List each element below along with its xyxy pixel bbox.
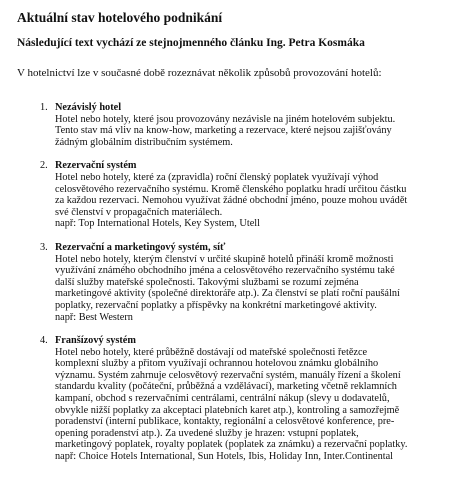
intro-paragraph: V hotelnictví lze v současné době rozeznávat několik způsobů provozování hotelů: bbox=[17, 67, 382, 79]
hotel-operation-types-list bbox=[0, 102, 473, 475]
list-item-line: Tento stav má vliv na know-how, marketing a rezervace, které nejsou zajišťovány bbox=[55, 125, 392, 137]
list-item-line: komplexní služby a přitom využívají ochrannou hotelovou známku globálního bbox=[55, 358, 379, 370]
list-item-line: za každou rezervaci. Nemohou využívat žádné obchodní jméno, pouze mohou uvádět bbox=[55, 195, 408, 207]
list-item-line: standardu kvality (počáteční, průběžná a vzdělávací), marketing včetně reklamních bbox=[55, 381, 397, 393]
list-item bbox=[0, 242, 473, 323]
document-title: Aktuální stav hotelového podnikání bbox=[17, 10, 223, 25]
list-item-number: 4. bbox=[40, 335, 48, 347]
list-item-line: např: Choice Hotels International, Sun Hotels, Ibis, Holiday Inn, Inter.Continental bbox=[55, 451, 394, 463]
list-item-line: opening poradenství atp.). Za uvedené služby je hrazen: vstupní poplatek, bbox=[55, 427, 359, 439]
list-item-line: např: Best Western bbox=[55, 311, 133, 323]
list-item-line: další služby mateřské společnosti. Takovými službami se rozumí zejména bbox=[55, 276, 359, 288]
list-item-line: Hotel nebo hotely, které za (zpravidla) roční členský poplatek využívají výhod bbox=[55, 171, 379, 183]
list-item-heading: Rezervační a marketingový systém, síť bbox=[55, 241, 226, 253]
list-item-heading: Rezervační systém bbox=[55, 160, 137, 172]
list-item-line: využívání známého obchodního jména a celosvětového rezervačního systému také bbox=[55, 265, 395, 277]
list-item-heading: Nezávislý hotel bbox=[55, 102, 122, 113]
list-item-line: např: Top International Hotels, Key System, Utell bbox=[55, 218, 260, 230]
list-item-line: své členství v propagačních materiálech. bbox=[55, 206, 223, 218]
list-item-body bbox=[55, 172, 467, 230]
list-item-line: kampaní, obchod s rezervačními centrálami, centrální nákup (slevy u dodavatelů, bbox=[55, 393, 390, 405]
list-item-line: žádným globálním distribučním systémem. bbox=[55, 136, 233, 148]
list-item-line: významu. Systém zahrnuje celosvětový rezervační systém, manuály řízení a školení bbox=[55, 369, 401, 381]
list-item-number: 1. bbox=[40, 102, 48, 113]
list-item-number: 2. bbox=[40, 160, 48, 172]
document-subtitle: Následující text vychází ze stejnojmenného článku Ing. Petra Kosmáka bbox=[17, 37, 365, 49]
list-item-line: marketingový poplatek, royalty poplatek (poplatek za známku) a rezervační poplatky. bbox=[55, 439, 408, 451]
list-item-line: obvykle nižší poplatky za akceptaci platebních karet atp.), kontroling a samozřejmě bbox=[55, 404, 400, 416]
list-item-body bbox=[55, 347, 467, 463]
list-item-line: poradenství (interní publikace, kontakty, regionální a celosvětové konference, pre- bbox=[55, 416, 395, 428]
list-item-body bbox=[55, 114, 467, 149]
list-item-line: Hotel nebo hotely, které jsou provozovány nezávisle na jiném hotelovém subjektu. bbox=[55, 113, 396, 125]
list-item bbox=[0, 102, 473, 148]
list-item-line: marketingové aktivity (společné direktoráře atp.). Za členství se platí roční paušální bbox=[55, 288, 400, 300]
list-item bbox=[0, 160, 473, 230]
list-item-line: poplatky, rezervační poplatky a příspěvky na konkrétní marketingové aktivity. bbox=[55, 299, 377, 311]
list-item-line: celosvětového rezervačního systému. Kromě členského poplatku hradí určitou částku bbox=[55, 183, 407, 195]
list-item bbox=[0, 335, 473, 463]
list-item-body bbox=[55, 254, 467, 324]
list-item-number: 3. bbox=[40, 241, 48, 253]
list-item-line: Hotel nebo hotely, které průběžně dostávají od mateřské společnosti řetězce bbox=[55, 346, 368, 358]
list-item-heading: Franšízový systém bbox=[55, 335, 136, 347]
list-item-line: Hotel nebo hotely, kterým členství v určité skupině hotelů přináší kromě možnosti bbox=[55, 253, 394, 265]
